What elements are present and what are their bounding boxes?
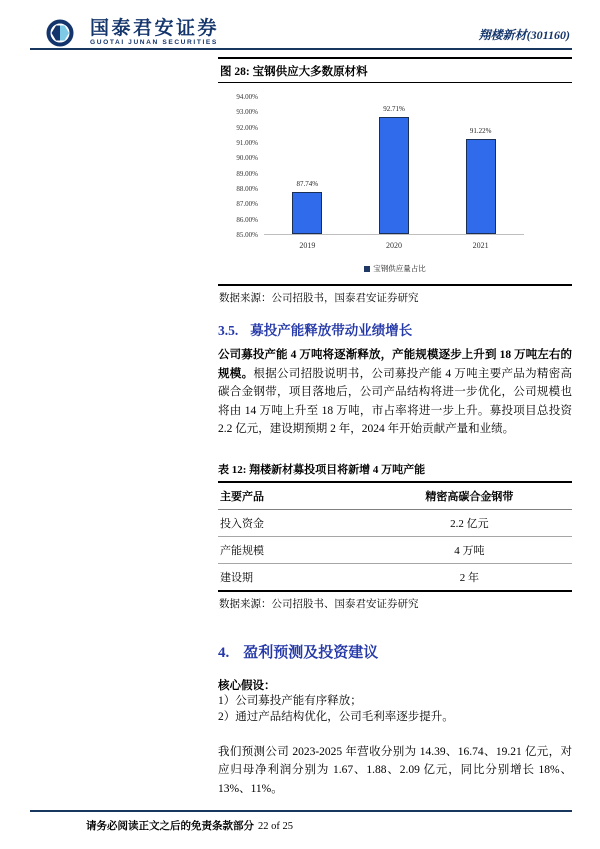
brand-text (90, 19, 219, 47)
footer-disclaimer: 请务必阅读正文之后的免责条款部分 (86, 821, 254, 832)
figure-source: 数据来源：公司招股书，国泰君安证券研究 (219, 293, 419, 304)
guotai-junan-logo-icon (46, 19, 84, 47)
bar-2021 (466, 139, 496, 234)
table-12-title: 表 12: 翔楼新材募投项目将新增 4 万吨产能 (218, 463, 426, 476)
bar-2019 (292, 192, 322, 234)
x-axis-tick-label: 2020 (386, 241, 402, 250)
legend-label: 宝钢供应量占比 (373, 264, 426, 273)
forecast-paragraph: 我们预测公司 2023-2025 年营收分别为 14.39、16.74、19.21 亿元，对应归母净利润分别为 1.67、1.88、2.09 亿元，同比分别增长 18%、13%、11%。 (218, 745, 572, 795)
section-4-heading (218, 641, 572, 662)
bar-value-label: 92.71% (383, 104, 405, 113)
figure-title: 图 28: 宝钢供应大多数原材料 (218, 57, 572, 83)
row-label: 建设期 (218, 563, 367, 591)
y-axis-tick-label: 89.00% (236, 169, 258, 178)
section-4-number: 4. (218, 644, 230, 661)
stock-name-code: 翔楼新材(301160) (478, 28, 570, 42)
brand-name-en: GUOTAI JUNAN SECURITIES (90, 39, 218, 46)
section-4-title: 盈利预测及投资建议 (243, 644, 379, 661)
table-col-header-product: 主要产品 (218, 482, 367, 510)
brand-name-cn: 国泰君安证券 (90, 18, 220, 39)
chart-y-axis (218, 93, 258, 239)
assumptions-title: 核心假设： (218, 679, 276, 692)
section-3-5-number: 3.5. (218, 323, 239, 338)
y-axis-tick-label: 91.00% (236, 139, 258, 147)
page-footer (30, 810, 572, 833)
brand-logo (46, 19, 219, 47)
chart-plot (264, 97, 524, 235)
main-column (218, 57, 572, 810)
bar-chart (218, 85, 572, 261)
y-axis-tick-label: 92.00% (236, 123, 258, 132)
row-value: 2 年 (367, 563, 572, 591)
page-header (30, 0, 572, 50)
chart-x-axis (264, 241, 524, 253)
table-12 (218, 481, 572, 592)
bar-value-label: 87.74% (296, 180, 319, 189)
row-value: 2.2 亿元 (367, 509, 572, 536)
assumption-item-2: 2）通过产品结构优化，公司毛利率逐步提升。 (218, 711, 454, 723)
bar-2020 (379, 117, 409, 234)
figure-bottom-rule (218, 284, 572, 286)
footer-page-number: 22 of 25 (258, 821, 293, 832)
paragraph-body: 根据公司招股说明书，公司募投产能 4 万吨主要产品为精密高碳合金钢带，项目落地后，公司产品结构将进一步优化，公司规模也将由 14 万吨上升至 18 万吨，市占率将进一步上升。募投项目总投资 2.2 亿元，建设期预期 2 年，2024 年开始贡献产量和业绩。 (218, 367, 573, 435)
table-col-header-value: 精密高碳合金钢带 (367, 482, 572, 510)
section-3-5-heading (218, 319, 572, 339)
y-axis-tick-label: 90.00% (236, 154, 258, 163)
assumption-item-1: 1）公司募投产能有序释放； (218, 694, 362, 707)
table-row (218, 509, 572, 536)
y-axis-tick-label: 85.00% (236, 231, 258, 239)
y-axis-tick-label: 87.00% (236, 200, 258, 209)
footer-text (30, 818, 572, 833)
y-axis-tick-label: 94.00% (236, 93, 258, 101)
chart-legend (218, 263, 572, 274)
table-row (218, 536, 572, 563)
row-label: 产能规模 (218, 536, 367, 563)
x-axis-tick-label: 2019 (299, 241, 316, 250)
row-label: 投入资金 (218, 509, 367, 536)
paragraph-lead-bold: 公司募投产能 4 万吨将逐渐释放，产能规模逐步上升到 18 万吨左右的规模。 (218, 349, 572, 380)
table-row (218, 563, 572, 591)
bar-value-label: 91.22% (469, 127, 492, 136)
y-axis-tick-label: 93.00% (236, 108, 258, 117)
y-axis-tick-label: 88.00% (236, 185, 258, 193)
y-axis-tick-label: 86.00% (236, 215, 258, 224)
table-header-row (218, 482, 572, 510)
section-3-5-paragraph (218, 346, 572, 439)
x-axis-tick-label: 2021 (472, 241, 489, 250)
row-value: 4 万吨 (367, 536, 572, 563)
table-source: 数据来源：公司招股书、国泰君安证券研究 (219, 598, 419, 610)
section-3-5-title: 募投产能释放带动业绩增长 (250, 323, 413, 338)
legend-swatch-icon (364, 266, 370, 272)
